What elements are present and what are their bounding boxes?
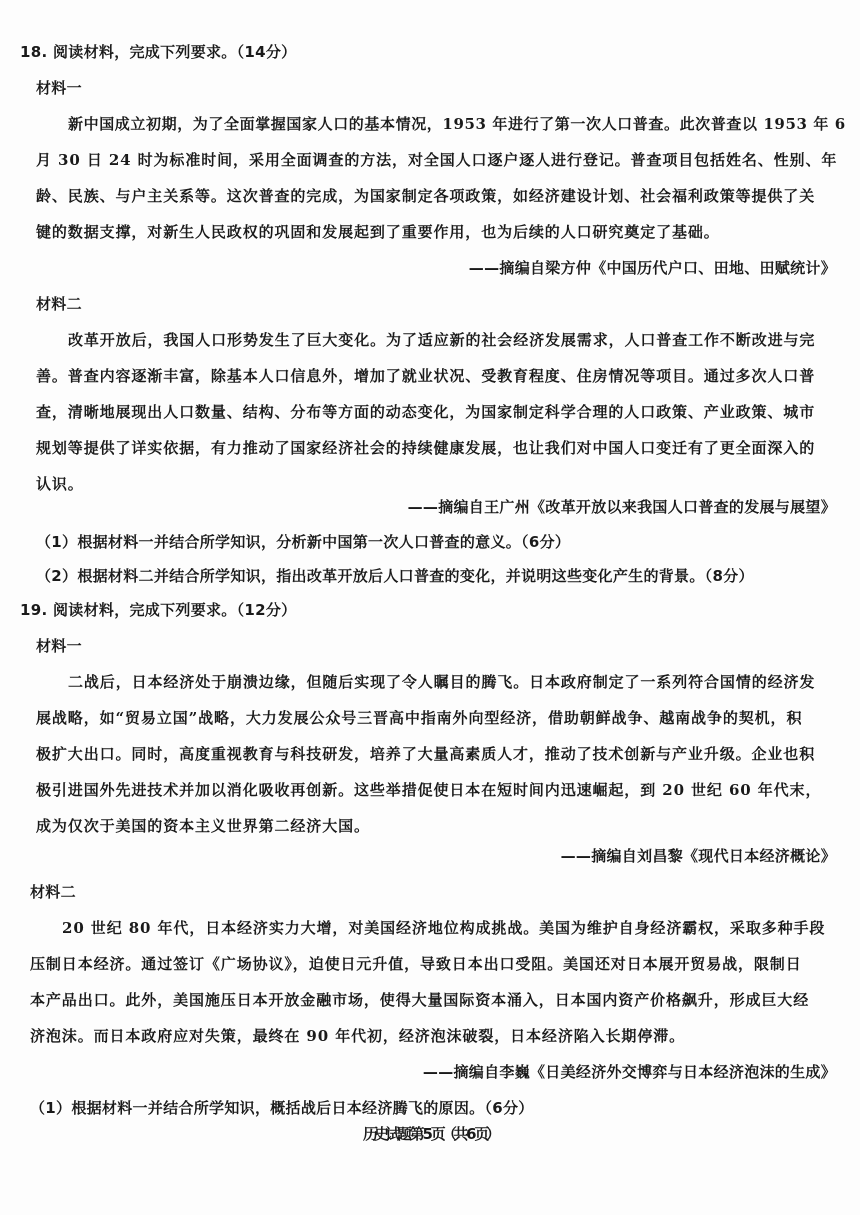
q18-m2-line-2: 善。普查内容逐渐丰富，除基本人口信息外，增加了就业状况、受教育程度、住房情况等项目。通过多次人口普	[36, 367, 816, 385]
q18-sub-question-2: （2）根据材料二并结合所学知识，指出改革开放后人口普查的变化，并说明这些变化产生的背景。（8分）	[36, 567, 754, 585]
page-footer: 历史试题 第 5 页（共 6 页）	[362, 1125, 498, 1143]
q18-sub-question-1: （1）根据材料一并结合所学知识，分析新中国第一次人口普查的意义。（6分）	[36, 533, 571, 551]
q19-m2-source: ——摘编自李巍《日美经济外交博弈与日本经济泡沫的生成》	[422, 1063, 836, 1081]
q19-m1-line-4: 极引进国外先进技术并加以消化吸收再创新。这些举措促使日本在短时间内迅速崛起，到 20 世纪 60 年代末，	[36, 781, 822, 799]
q19-m1-line-5: 成为仅次于美国的资本主义世界第二经济大国。	[36, 817, 370, 835]
q18-m2-source: ——摘编自王广州《改革开放以来我国人口普查的发展与展望》	[407, 498, 836, 516]
q18-material-1-label: 材料一	[36, 79, 82, 97]
q19-material-2-label: 材料二	[30, 883, 76, 901]
q18-m1-line-3: 龄、民族、与户主关系等。这次普查的完成，为国家制定各项政策，如经济建设计划、社会福利政策等提供了关	[36, 187, 816, 205]
q19-m1-line-3: 极扩大出口。同时，高度重视教育与科技研发，培养了大量高素质人才，推动了技术创新与产业升级。企业也积	[36, 745, 816, 763]
q18-m2-line-1: 改革开放后，我国人口形势发生了巨大变化。为了适应新的社会经济发展需求，人口普查工作不断改进与完	[68, 331, 816, 349]
question-18-heading: 18. 阅读材料，完成下列要求。（14分）	[20, 43, 297, 61]
q18-m1-line-2: 月 30 日 24 时为标准时间，采用全面调查的方法，对全国人口逐户逐人进行登记。普查项目包括姓名、性别、年	[36, 151, 838, 169]
q19-m2-line-3: 本产品出口。此外，美国施压日本开放金融市场，使得大量国际资本涌入，日本国内资产价格飙升，形成巨大经	[30, 991, 810, 1009]
q18-m2-line-5: 认识。	[36, 475, 84, 493]
q18-material-2-label: 材料二	[36, 295, 82, 313]
q19-m1-line-2: 展战略，如“贸易立国”战略，大力发展公众号三晋高中指南外向型经济，借助朝鲜战争、越南战争的契机，积	[36, 709, 803, 727]
q19-material-1-label: 材料一	[36, 637, 82, 655]
q18-m2-line-3: 查，清晰地展现出人口数量、结构、分布等方面的动态变化，为国家制定科学合理的人口政策、产业政策、城市	[36, 403, 816, 421]
q19-m2-line-1: 20 世纪 80 年代，日本经济实力大增，对美国经济地位构成挑战。美国为维护自身经济霸权，采取多种手段	[62, 919, 826, 937]
q19-sub-question-1: （1）根据材料一并结合所学知识，概括战后日本经济腾飞的原因。（6分）	[30, 1099, 534, 1117]
q19-m1-line-1: 二战后，日本经济处于崩溃边缘，但随后实现了令人瞩目的腾飞。日本政府制定了一系列符合国情的经济发	[68, 673, 816, 691]
q19-m2-line-2: 压制日本经济。通过签订《广场协议》，迫使日元升值，导致日本出口受阻。美国还对日本展开贸易战，限制日	[30, 955, 802, 973]
q18-m1-source: ——摘编自梁方仲《中国历代户口、田地、田赋统计》	[468, 259, 836, 277]
q18-m1-line-4: 键的数据支撑，对新生人民政权的巩固和发展起到了重要作用，也为后续的人口研究奠定了基础。	[36, 223, 720, 241]
q19-m1-source: ——摘编自刘昌黎《现代日本经济概论》	[560, 847, 836, 865]
q18-m2-line-4: 规划等提供了详实依据，有力推动了国家经济社会的持续健康发展，也让我们对中国人口变迁有了更全面深入的	[36, 439, 816, 457]
question-19-heading: 19. 阅读材料，完成下列要求。（12分）	[20, 601, 297, 619]
q18-m1-line-1: 新中国成立初期，为了全面掌握国家人口的基本情况，1953 年进行了第一次人口普查。此次普查以 1953 年 6	[68, 115, 846, 133]
q19-m2-line-4: 济泡沫。而日本政府应对失策，最终在 90 年代初，经济泡沫破裂，日本经济陷入长期停滞。	[30, 1027, 686, 1045]
